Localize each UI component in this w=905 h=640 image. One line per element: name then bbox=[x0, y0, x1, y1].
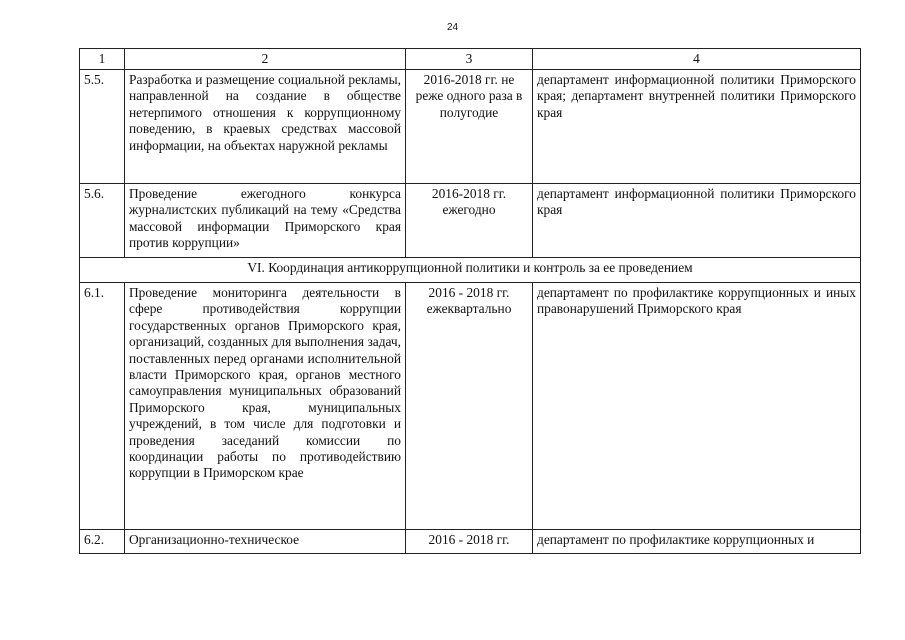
section-row bbox=[80, 258, 861, 283]
item-number: 5.5. bbox=[80, 70, 125, 184]
column-header: 4 bbox=[533, 49, 861, 70]
page-number: 24 bbox=[446, 22, 459, 33]
period-cell: 2016 - 2018 гг. ежеквартально bbox=[406, 283, 533, 530]
section-heading: VI. Координация антикоррупционной политики и контроль за ее проведением bbox=[80, 258, 861, 283]
item-number: 6.2. bbox=[80, 530, 125, 554]
activity-cell: Проведение ежегодного конкурса журналистских публикаций на тему «Средства массовой информации Приморского края против коррупции» bbox=[125, 184, 406, 258]
activity-cell: Организационно-техническое bbox=[125, 530, 406, 554]
table-row bbox=[80, 283, 861, 530]
measures-table bbox=[79, 48, 861, 554]
table-row bbox=[80, 70, 861, 184]
table-row bbox=[80, 184, 861, 258]
activity-cell: Проведение мониторинга деятельности в сфере противодействия коррупции государственных органов Приморского края, организаций, созданных для выполнения задач, поставленных перед органами исполнительной власти Приморского края, органов местного самоуправления муниципальных образований Приморского края, муниципальных учреждений, в том числе для подготовки и проведения заседаний комиссии по координации работы по противодействию коррупции в Приморском крае bbox=[125, 283, 406, 530]
executor-cell: департамент информационной политики Приморского края; департамент внутренней политики Приморского края bbox=[533, 70, 861, 184]
period-cell: 2016-2018 гг. не реже одного раза в полугодие bbox=[406, 70, 533, 184]
column-header: 3 bbox=[406, 49, 533, 70]
item-number: 6.1. bbox=[80, 283, 125, 530]
executor-cell: департамент информационной политики Приморского края bbox=[533, 184, 861, 258]
column-header: 2 bbox=[125, 49, 406, 70]
period-cell: 2016 - 2018 гг. bbox=[406, 530, 533, 554]
executor-cell: департамент по профилактике коррупционных и bbox=[533, 530, 861, 554]
period-cell: 2016-2018 гг. ежегодно bbox=[406, 184, 533, 258]
table-row bbox=[80, 530, 861, 554]
column-header: 1 bbox=[80, 49, 125, 70]
table-header-row bbox=[80, 49, 861, 70]
item-number: 5.6. bbox=[80, 184, 125, 258]
activity-cell: Разработка и размещение социальной рекламы, направленной на создание в обществе нетерпимого отношения к коррупционному поведению, в краевых средствах массовой информации, на объектах наружной рекламы bbox=[125, 70, 406, 184]
executor-cell: департамент по профилактике коррупционных и иных правонарушений Приморского края bbox=[533, 283, 861, 530]
